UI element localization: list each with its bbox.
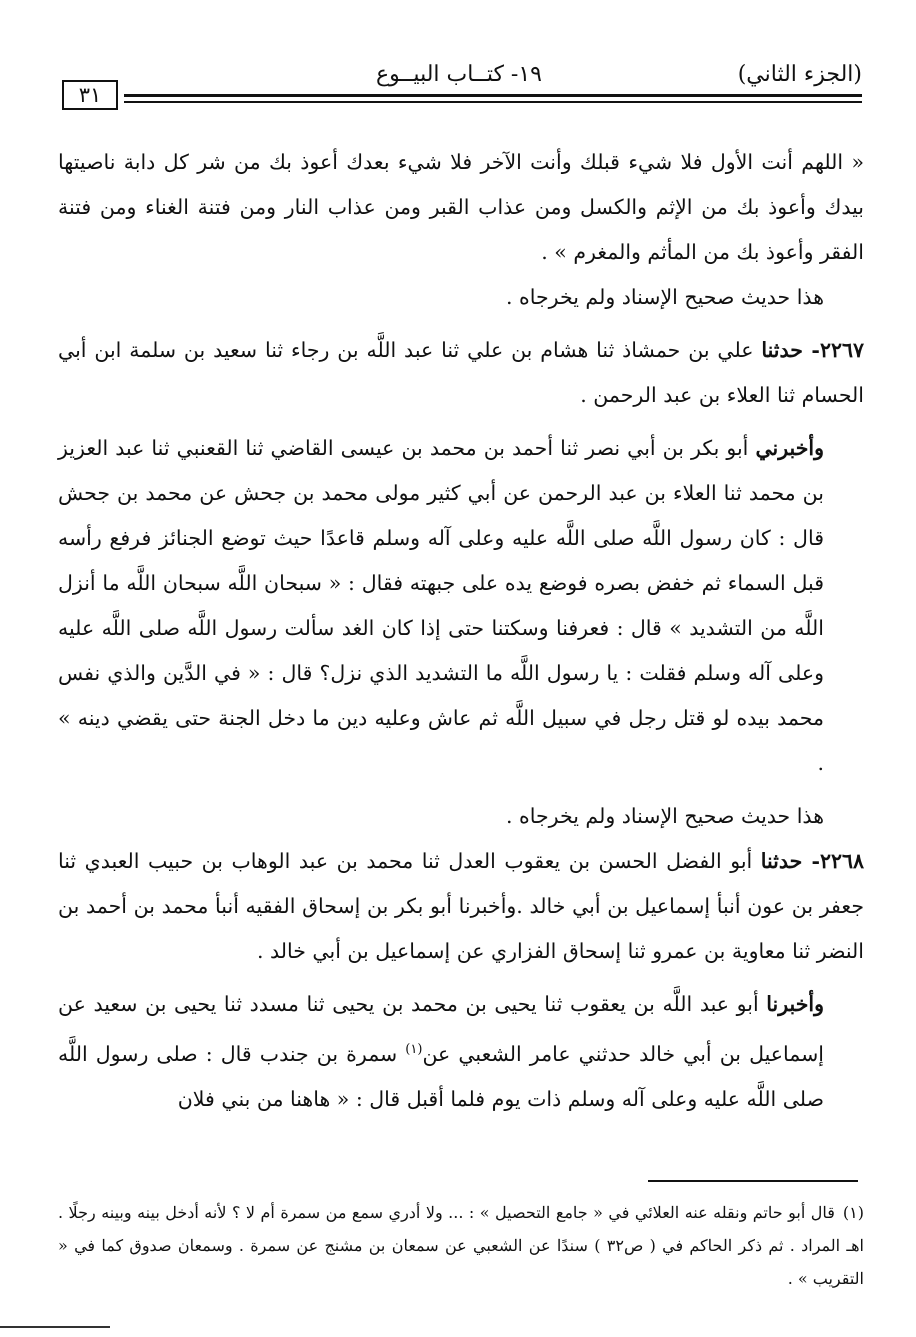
footnote-ref[interactable]: (١) — [405, 1042, 423, 1057]
hadith-2268-text: أبو الفضل الحسن بن يعقوب العدل ثنا محمد بن عبد الوهاب بن حبيب العبدي ثنا جعفر بن عون أنبأ إسماعيل بن أبي خالد .وأخبرنا أبو بكر بن إسحاق الفقيه أنبأ محمد بن أحمد بن النضر ثنا معاوية بن عمرو ثنا إسحاق الفزاري عن إسماعيل بن أبي خالد . — [58, 849, 864, 963]
akhbarani-keyword: وأخبرني — [755, 436, 824, 460]
chapter-title: ١٩- كتــاب البيــوع — [376, 62, 542, 87]
akhbarani-text: أبو بكر بن أبي نصر ثنا أحمد بن محمد بن عيسى القاضي ثنا القعنبي ثنا عبد العزيز بن محمد ثنا العلاء بن عبد الرحمن عن أبي كثير مولى محمد بن جحش عن محمد بن جحش قال : كان رسول اللَّه صلى اللَّه عليه وعلى آله وسلم قاعدًا حيث توضع الجنائز فرفع رأسه قبل السماء ثم خفض بصره فوضع يده على جبهته فقال : « سبحان اللَّه سبحان اللَّه ما أنزل اللَّه من التشديد » قال : فعرفنا وسكتنا حتى إذا كان الغد سألت رسول اللَّه صلى اللَّه عليه وعلى آله وسلم فقلت : يا رسول اللَّه ما التشديد الذي نزل؟ قال : « في الدَّين والذي نفس محمد بيده لو قتل رجل في سبيل اللَّه ثم عاش وعليه دين ما دخل الجنة حتى يقضي دينه » . — [58, 436, 824, 775]
hadith-2267 — [58, 328, 864, 418]
page-header — [62, 56, 862, 116]
header-rule-thick — [124, 94, 862, 97]
main-text — [58, 140, 864, 1122]
paragraph-akhbarana — [58, 982, 864, 1122]
paragraph-akhbarani — [58, 426, 864, 786]
hadith-2268 — [58, 839, 864, 974]
akhbarana-keyword: وأخبرنا — [766, 992, 824, 1016]
page-number-box: ٣١ — [62, 80, 118, 110]
paragraph-grading-2: هذا حديث صحيح الإسناد ولم يخرجاه . — [505, 804, 824, 828]
paragraph-dua: « اللهم أنت الأول فلا شيء قبلك وأنت الآخر فلا شيء بعدك أعوذ بك من شر كل دابة ناصيتها بيدك وأعوذ بك من الإثم والكسل ومن عذاب القبر ومن عذاب النار ومن فتنة الغناء ومن فتنة الفقر وأعوذ بك من المأثم والمغرم » . — [58, 150, 864, 264]
footnote — [58, 1196, 864, 1295]
page-edge-mark — [0, 1326, 110, 1328]
header-rule-thin — [124, 101, 862, 103]
footnote-rule — [648, 1180, 858, 1182]
akhbarana-text-tail: سمرة بن جندب قال : صلى رسول اللَّه صلى اللَّه عليه وعلى آله وسلم ذات يوم فلما أقبل قال : « هاهنا من بني فلان — [58, 1041, 824, 1111]
hadith-number-2267: ٢٢٦٧- حدثنا — [761, 338, 864, 362]
akhbarana-text: أبو عبد اللَّه بن يعقوب ثنا يحيى بن محمد بن يحيى ثنا مسدد ثنا يحيى بن سعيد عن إسماعيل بن أبي خالد حدثني عامر الشعبي عن — [58, 992, 824, 1066]
hadith-2267-text: علي بن حمشاذ ثنا هشام بن علي ثنا عبد اللَّه بن رجاء ثنا سعيد بن سلمة ابن أبي الحسام ثنا العلاء بن عبد الرحمن . — [58, 338, 864, 407]
footnote-number: (١) — [842, 1203, 864, 1222]
volume-title: (الجزء الثاني) — [737, 62, 862, 87]
paragraph-grading-1: هذا حديث صحيح الإسناد ولم يخرجاه . — [505, 285, 824, 309]
hadith-number-2268: ٢٢٦٨- حدثنا — [760, 849, 865, 873]
footnote-text: قال أبو حاتم ونقله عنه العلائي في « جامع التحصيل » : ... ولا أدري سمع من سمرة أم لا ؟ لأنه أدخل بينه وبينه رجلًا . اهـ المراد . ثم ذكر الحاكم في ( ص٣٢ ) سندًا عن الشعبي عن سمعان بن مشنج عن سمرة . وسمعان صدوق كما في « التقريب » . — [58, 1203, 864, 1288]
